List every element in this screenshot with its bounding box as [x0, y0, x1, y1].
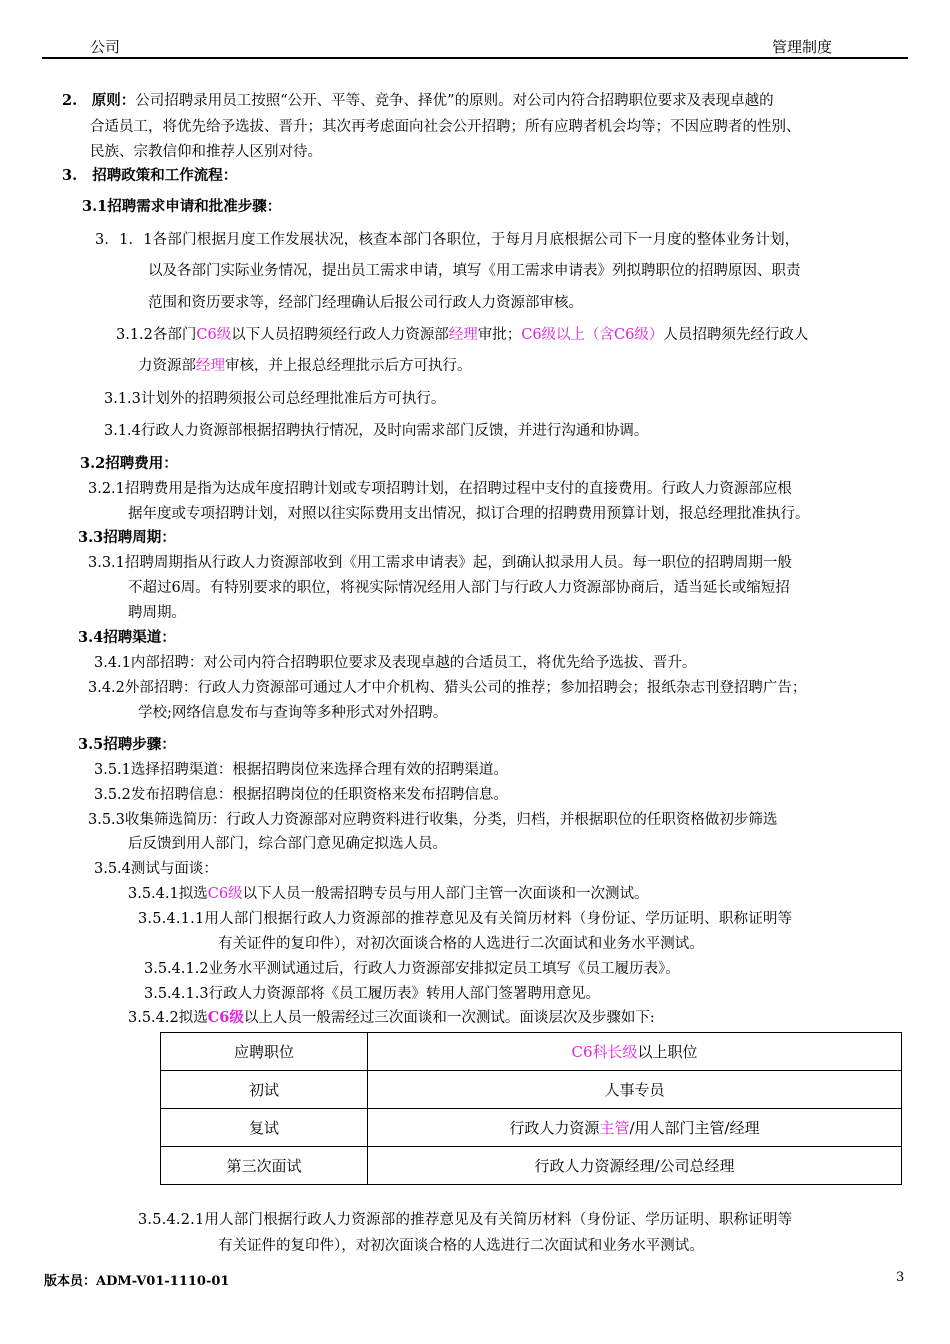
section-2-line-1	[62, 89, 774, 113]
section-3-5-2: 3.5.2发布招聘信息：根据招聘岗位的任职资格来发布招聘信息。	[94, 787, 508, 803]
section-3-5-4-2-1-line-2: 有关证件的复印件），对初次面谈合格的人选进行二次面试和业务水平测试。	[218, 1238, 704, 1254]
section-3-4-2-line-1: 3.4.2外部招聘：行政人力资源部可通过人才中介机构、猎头公司的推荐；参加招聘会；报纸杂志刊登招聘广告；	[88, 680, 807, 696]
section-3-5-3-line-1: 3.5.3收集筛选简历：行政人力资源部对应聘资料进行收集，分类，归档，并根据职位的任职资格做初步筛选	[88, 812, 778, 828]
section-2-number: 2.	[62, 92, 78, 109]
section-3-5-4-2-1-line-1: 3.5.4.2.1用人部门根据行政人力资源部的推荐意见及有关简历材料（身份证、学历证明、职称证明等	[138, 1212, 793, 1228]
highlight-c6-level: C6级	[196, 327, 232, 343]
text-span: 以上人员一般需经过三次面谈和一次测试。面谈层次及步骤如下:	[243, 1010, 655, 1026]
text-span: 行政人力资源	[509, 1119, 600, 1137]
footer-page-number: 3	[896, 1270, 905, 1285]
section-3-5-4-1-2: 3.5.4.1.2业务水平测试通过后，行政人力资源部安排拟定员工填写《员工履历表》。	[144, 961, 680, 977]
text-span: 力资源部	[138, 358, 196, 374]
section-3-5-3-line-2: 后反馈到用人部门，综合部门意见确定拟选人员。	[128, 836, 447, 852]
section-3-5-4-1-3: 3.5.4.1.3行政人力资源部将《员工履历表》转用人部门签署聘用意见。	[144, 986, 601, 1002]
section-3-5-4: 3.5.4测试与面谈：	[94, 861, 218, 877]
text-span: 3.1.2各部门	[116, 327, 197, 343]
section-3-1-1-line-2: 以及各部门实际业务情况，提出员工需求申请，填写《用工需求申请表》列拟聘职位的招聘原因、职责	[148, 263, 801, 279]
section-3-1-1-line-1: 3．1．1各部门根据月度工作发展状况，核查本部门各职位，于每月月底根据公司下一月度的整体业务计划，	[95, 232, 800, 248]
section-3-2-title: 3.2招聘费用：	[80, 455, 178, 472]
table-cell: 应聘职位	[161, 1033, 368, 1071]
highlight-supervisor: 主管	[599, 1119, 630, 1137]
table-cell: 人事专员	[368, 1071, 902, 1109]
section-3-5-title: 3.5招聘步骤：	[78, 736, 176, 753]
highlight-c6-above: C6级以上（含C6级）	[521, 327, 664, 343]
section-3-3-title: 3.3招聘周期：	[78, 529, 176, 546]
section-2-line-2: 合适员工，将优先给予选拔、晋升；其次再考虑面向社会公开招聘；所有应聘者机会均等；不因应聘者的性别、	[90, 119, 801, 135]
section-2-line-3: 民族、宗教信仰和推荐人区别对待。	[90, 144, 322, 160]
section-3-1-4: 3.1.4行政人力资源部根据招聘执行情况，及时向需求部门反馈，并进行沟通和协调。	[104, 423, 649, 439]
section-3-4-1: 3.4.1内部招聘：对公司内符合招聘职位要求及表现卓越的合适员工，将优先给予选拔、晋升。	[94, 655, 697, 671]
table-cell	[368, 1109, 902, 1147]
section-3-heading	[62, 164, 237, 188]
highlight-c6-level: C6级	[207, 886, 243, 902]
section-3-3-1-line-1: 3.3.1招聘周期指从行政人力资源部收到《用工需求申请表》起，到确认拟录用人员。每一职位的招聘周期一般	[88, 555, 792, 571]
section-3-2-1-line-1: 3.2.1招聘费用是指为达成年度招聘计划或专项招聘计划，在招聘过程中支付的直接费用。行政人力资源部应根	[88, 481, 792, 497]
header-doc-type: 管理制度	[772, 38, 833, 56]
section-3-3-1-line-3: 聘周期。	[128, 605, 186, 621]
header-rule	[42, 57, 908, 59]
text-span: 3.5.4.2拟选	[128, 1010, 208, 1026]
section-3-4-2-line-2: 学校;网络信息发布与查询等多种形式对外招聘。	[138, 705, 448, 721]
table-row	[161, 1071, 902, 1109]
text-span: 审核，并上报总经理批示后方可执行。	[225, 358, 472, 374]
section-2-text: 公司招聘录用员工按照“公开、平等、竞争、择优”的原则。对公司内符合招聘职位要求及表现卓越的	[135, 93, 774, 109]
section-3-3-1-line-2: 不超过6周。有特别要求的职位，将视实际情况经用人部门与行政人力资源部协商后，适当延长或缩短招	[128, 580, 790, 596]
section-3-1-3: 3.1.3计划外的招聘须报公司总经理批准后方可执行。	[104, 391, 446, 407]
text-span: 以下人员招聘须经行政人力资源部	[231, 327, 449, 343]
section-3-5-4-1-1-line-1: 3.5.4.1.1用人部门根据行政人力资源部的推荐意见及有关简历材料（身份证、学历证明、职称证明等	[138, 911, 793, 927]
text-span: 以下人员一般需招聘专员与用人部门主管一次面谈和一次测试。	[242, 886, 649, 902]
section-3-1-2-line-2	[138, 354, 472, 378]
text-span: 审批；	[477, 327, 522, 343]
table-cell	[368, 1033, 902, 1071]
highlight-c6-level: C6级	[207, 1009, 244, 1026]
section-3-2-1-line-2: 据年度或专项招聘计划，对照以往实际费用支出情况，拟订合理的招聘费用预算计划，报总经理批准执行。	[128, 506, 810, 522]
table-row	[161, 1147, 902, 1185]
highlight-manager: 经理	[448, 327, 478, 343]
footer-version: 版本员：ADM-V01-1110-01	[44, 1274, 230, 1289]
header-company: 公司	[90, 38, 121, 56]
text-span: 以上职位	[637, 1043, 698, 1061]
section-3-5-4-1-1-line-2: 有关证件的复印件），对初次面谈合格的人选进行二次面试和业务水平测试。	[218, 936, 704, 952]
section-3-5-4-1	[128, 882, 649, 906]
text-span: /用人部门主管/经理	[629, 1119, 760, 1137]
table-cell: 初试	[161, 1071, 368, 1109]
table-cell: 第三次面试	[161, 1147, 368, 1185]
highlight-c6-section-chief: C6科长级	[571, 1043, 638, 1061]
table-cell: 行政人力资源经理/公司总经理	[368, 1147, 902, 1185]
section-3-5-1: 3.5.1选择招聘渠道：根据招聘岗位来选择合理有效的招聘渠道。	[94, 762, 508, 778]
section-3-1-1-line-3: 范围和资历要求等，经部门经理确认后报公司行政人力资源部审核。	[148, 295, 583, 311]
section-2-title: 原则：	[91, 92, 136, 109]
table-row	[161, 1033, 902, 1071]
table-cell: 复试	[161, 1109, 368, 1147]
highlight-manager: 经理	[196, 358, 225, 374]
section-3-1-title: 3.1招聘需求申请和批准步骤：	[82, 198, 282, 215]
table-row	[161, 1109, 902, 1147]
section-3-4-title: 3.4招聘渠道：	[78, 629, 176, 646]
interview-levels-table	[160, 1032, 902, 1185]
text-span: 3.5.4.1拟选	[128, 886, 208, 902]
section-3-title: 招聘政策和工作流程：	[92, 167, 238, 184]
section-3-1-2-line-1	[116, 323, 808, 347]
section-3-number: 3.	[62, 167, 78, 184]
text-span: 人员招聘须先经行政人	[663, 327, 809, 343]
section-3-5-4-2	[128, 1006, 655, 1030]
